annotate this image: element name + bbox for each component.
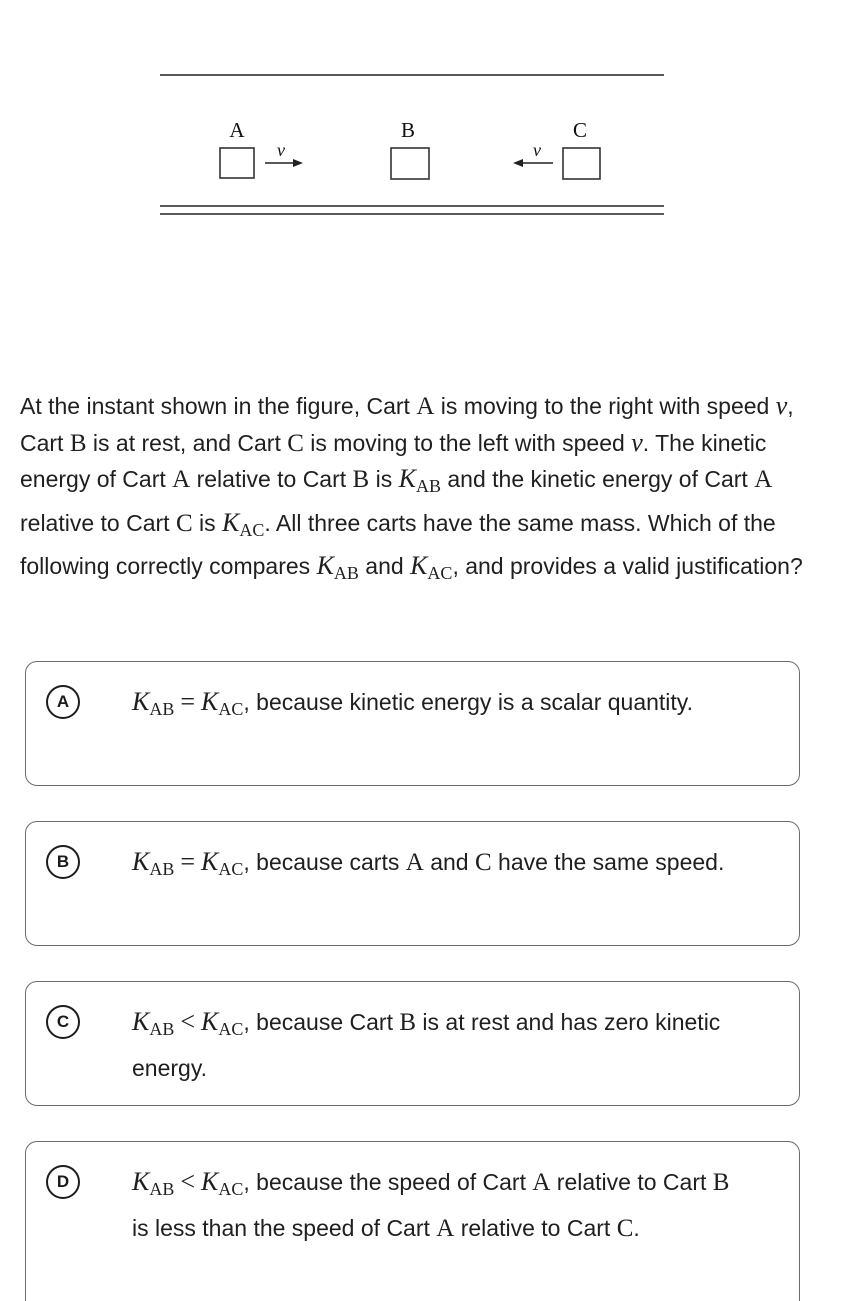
cart-b-label: B [400, 118, 416, 142]
choice-a-text: $K_{AB} = K_{AC}$, because kinetic energy is a scalar quantity. [132, 687, 693, 719]
choice-c-letter-badge: C [46, 1005, 80, 1039]
choice-d[interactable] [25, 1141, 800, 1301]
question-text: At the instant shown in the figure, Cart A is moving to the right with speed v, Cart B is at rest, and Cart C is moving to the left with speed v. The kinetic energy of Cart A relative to Cart B is $K_{AB}$ and the kinetic energy of Cart A relative to Cart C is $K_{AC}$. All three carts have the same mass. Which of the following correctly compares $K_{AB}$ and $K_{AC}$, and provides a valid justification? [20, 391, 803, 583]
choice-c-text: $K_{AB} < K_{AC}$, because Cart B is at rest and has zero kinetic energy. [132, 1007, 721, 1081]
cart-c-box [563, 148, 600, 179]
choice-b-letter-badge: B [46, 845, 80, 879]
choice-b-text: $K_{AB} = K_{AC}$, because carts A and C have the same speed. [132, 847, 725, 879]
choice-d-text: $K_{AB} < K_{AC}$, because the speed of Cart A relative to Cart B is less than the speed of Cart A relative to Cart C. [132, 1167, 730, 1242]
cart-a-arrowhead-icon [293, 159, 303, 167]
cart-a-velocity-label: v [277, 140, 285, 160]
choice-c[interactable] [25, 981, 800, 1106]
cart-c-arrowhead-icon [513, 159, 523, 167]
cart-a-box [220, 148, 254, 178]
carts-figure [0, 0, 856, 240]
choice-d-letter-badge: D [46, 1165, 80, 1199]
cart-c-label: C [572, 118, 588, 142]
choice-a[interactable] [25, 661, 800, 786]
cart-c-velocity-label: v [533, 140, 541, 160]
cart-a-label: A [229, 118, 245, 142]
choice-a-letter-badge: A [46, 685, 80, 719]
cart-b-box [391, 148, 429, 179]
choice-b[interactable] [25, 821, 800, 946]
